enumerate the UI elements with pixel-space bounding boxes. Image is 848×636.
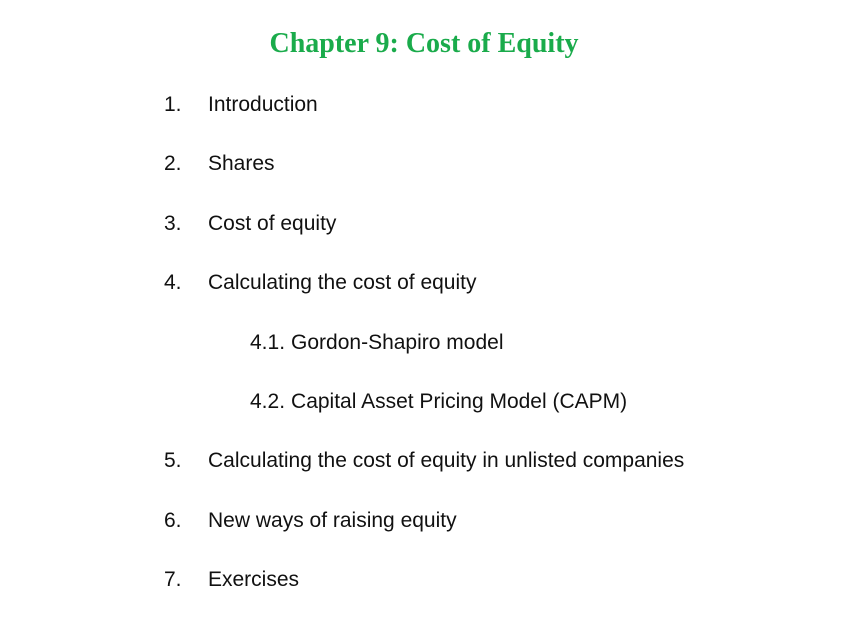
toc-item-number: 2. (164, 152, 182, 175)
toc-item-raising-equity (164, 507, 457, 535)
toc-item-number: 4.1. (250, 331, 286, 354)
toc-item-introduction (164, 91, 318, 119)
toc-item-label: Cost of equity (208, 212, 337, 235)
toc-subitem-gordon-shapiro (250, 329, 503, 357)
toc-item-number: 3. (164, 212, 182, 235)
toc-item-shares (164, 150, 275, 178)
toc-item-unlisted-companies (164, 447, 684, 475)
toc-item-number: 1. (164, 93, 182, 116)
toc-item-number: 6. (164, 509, 182, 532)
toc-item-calculating-cost-of-equity (164, 269, 477, 297)
toc-item-label: Gordon-Shapiro model (291, 331, 504, 354)
toc-item-label: Introduction (208, 93, 318, 116)
toc-item-cost-of-equity (164, 210, 336, 238)
toc-item-number: 5. (164, 449, 182, 472)
toc-item-label: New ways of raising equity (208, 509, 457, 532)
toc-item-label: Calculating the cost of equity in unlisted companies (208, 449, 685, 472)
toc-item-number: 4. (164, 271, 182, 294)
toc-item-number: 7. (164, 568, 182, 591)
toc-subitem-capm (250, 388, 627, 416)
toc-item-exercises (164, 566, 299, 594)
toc-item-label: Calculating the cost of equity (208, 271, 477, 294)
toc-item-number: 4.2. (250, 390, 286, 413)
toc-item-label: Capital Asset Pricing Model (CAPM) (291, 390, 628, 413)
toc-item-label: Shares (208, 152, 275, 175)
page-title: Chapter 9: Cost of Equity (269, 28, 579, 59)
toc-item-label: Exercises (208, 568, 300, 591)
